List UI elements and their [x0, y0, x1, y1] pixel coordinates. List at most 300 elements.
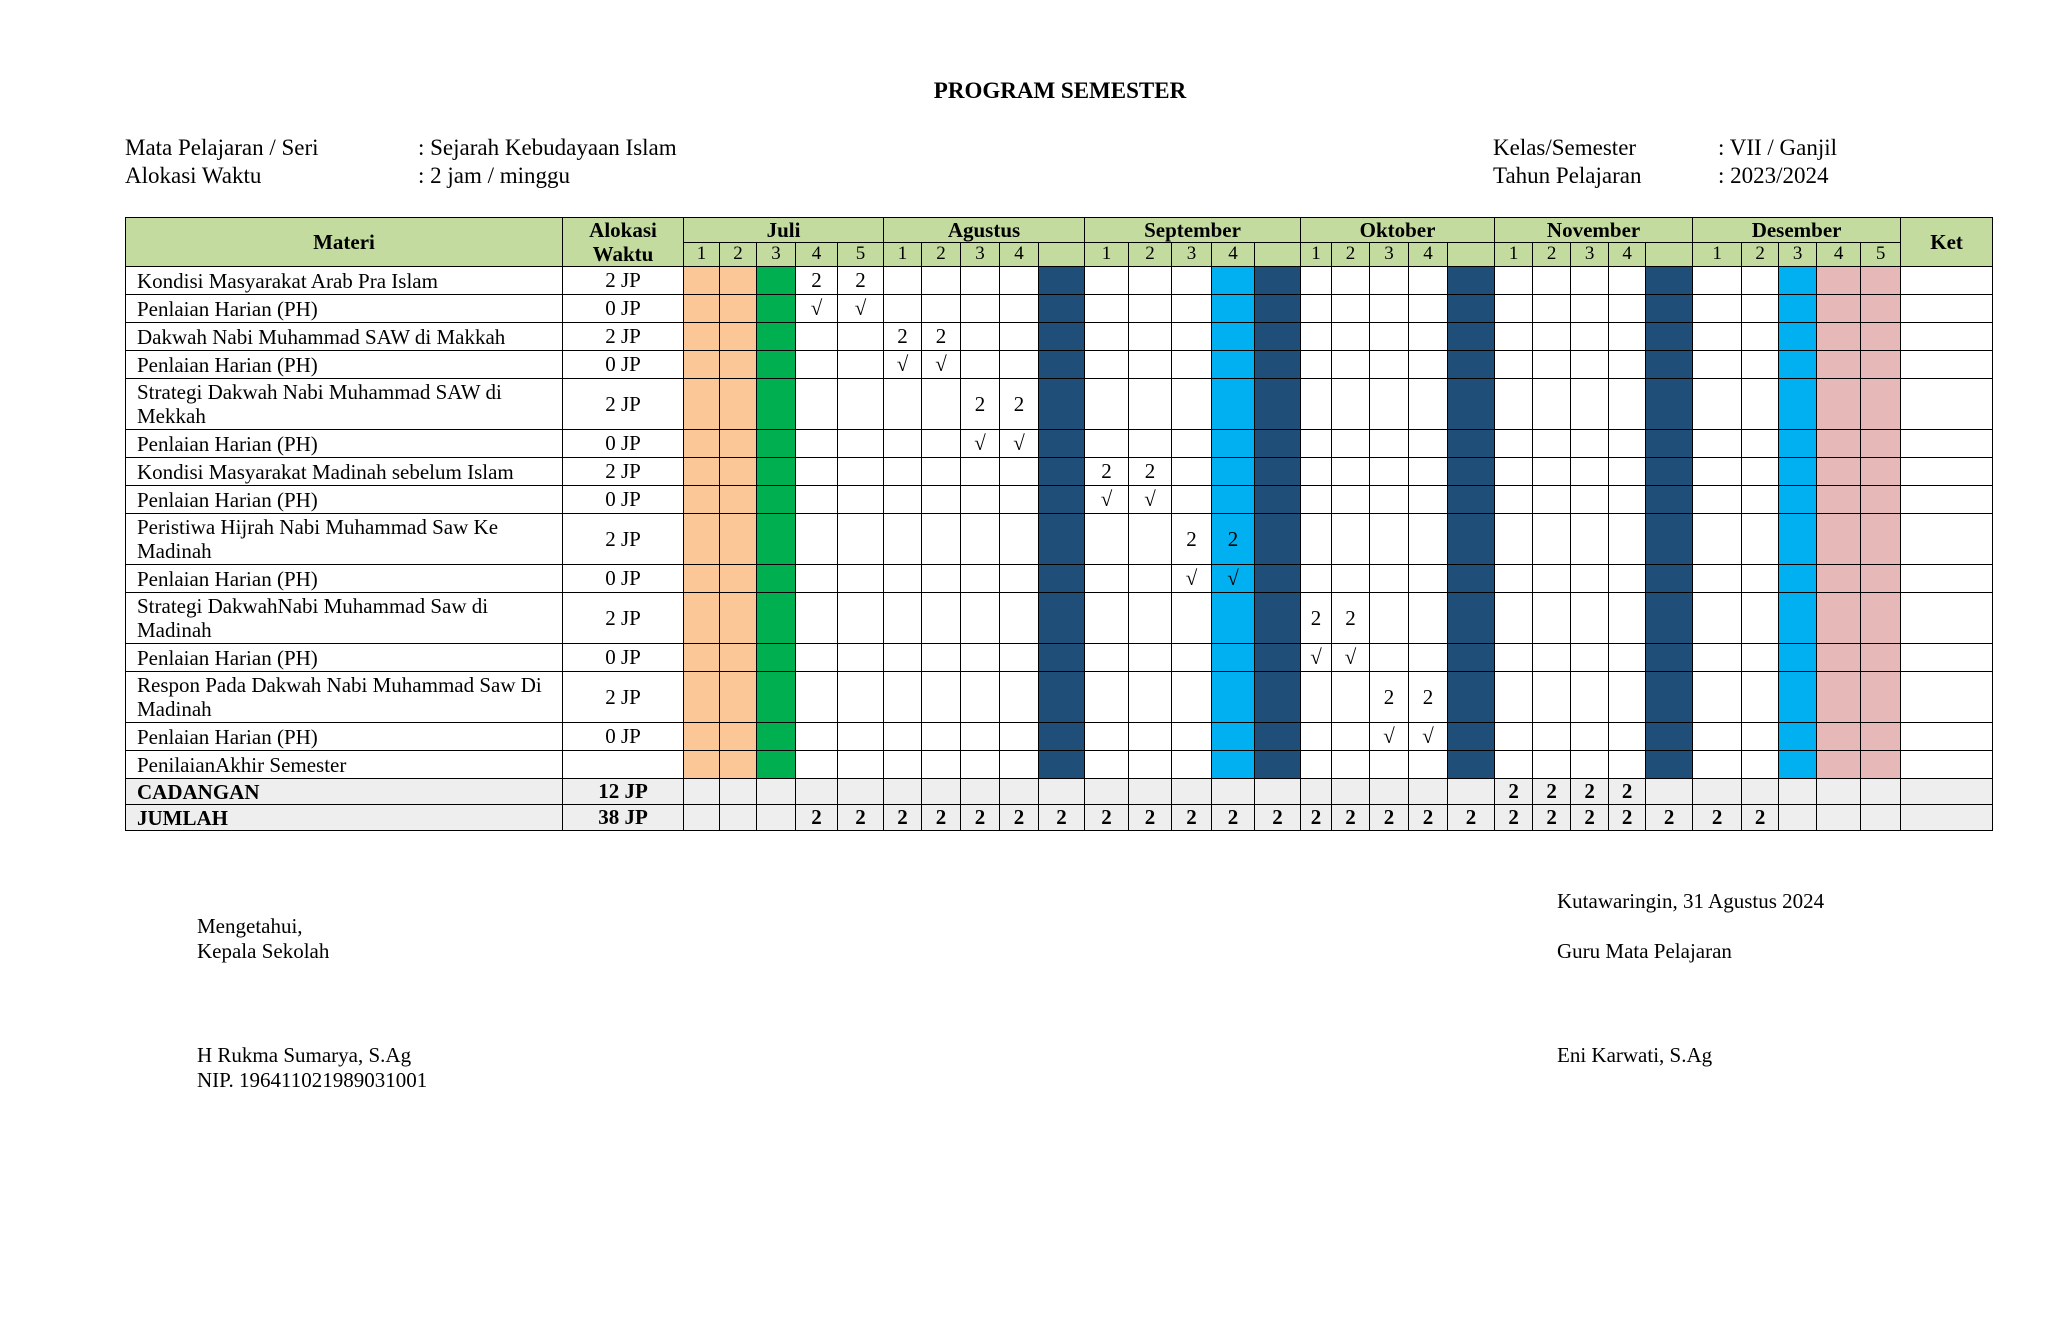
- week-cell: [1609, 644, 1646, 672]
- week-header: [1646, 242, 1693, 267]
- week-cell: [884, 514, 922, 565]
- week-cell: [1039, 430, 1085, 458]
- week-cell: [1332, 751, 1370, 779]
- week-cell: [1779, 514, 1817, 565]
- week-cell: [1085, 723, 1129, 751]
- week-cell: √: [922, 351, 961, 379]
- week-cell: [1255, 486, 1301, 514]
- week-cell: [1000, 672, 1039, 723]
- week-cell: 2: [1172, 514, 1212, 565]
- week-header: 3: [961, 242, 1000, 267]
- week-cell: [1571, 723, 1609, 751]
- week-cell: [1255, 514, 1301, 565]
- ket-cell: [1901, 379, 1993, 430]
- week-cell: [720, 379, 757, 430]
- ket-cell: [1901, 351, 1993, 379]
- week-cell: [720, 565, 757, 593]
- week-cell: [1609, 751, 1646, 779]
- week-cell: 2: [1301, 593, 1332, 644]
- week-cell: [1609, 458, 1646, 486]
- alokasi-cell: [563, 751, 684, 779]
- week-cell: [838, 379, 884, 430]
- week-cell: [1255, 644, 1301, 672]
- week-cell: [1448, 672, 1495, 723]
- alokasi-cell: 2 JP: [563, 458, 684, 486]
- week-header: [1255, 242, 1301, 267]
- week-cell: [1533, 267, 1571, 295]
- week-cell: 2: [1172, 805, 1212, 831]
- week-cell: [1039, 351, 1085, 379]
- week-cell: 2: [1301, 805, 1332, 831]
- week-cell: [757, 723, 796, 751]
- week-cell: [720, 514, 757, 565]
- week-cell: [1172, 295, 1212, 323]
- week-cell: [1742, 565, 1779, 593]
- program-table: [125, 217, 1993, 831]
- week-cell: [684, 593, 720, 644]
- week-cell: [1000, 458, 1039, 486]
- week-cell: [1172, 323, 1212, 351]
- week-cell: [796, 723, 838, 751]
- week-cell: [684, 267, 720, 295]
- week-header: 4: [796, 242, 838, 267]
- week-cell: [1609, 672, 1646, 723]
- week-cell: [1301, 267, 1332, 295]
- week-cell: [1742, 723, 1779, 751]
- week-cell: [757, 805, 796, 831]
- week-cell: [1861, 644, 1901, 672]
- week-cell: [961, 323, 1000, 351]
- week-cell: [1533, 486, 1571, 514]
- week-cell: [838, 565, 884, 593]
- week-cell: [1861, 514, 1901, 565]
- week-cell: [1495, 323, 1533, 351]
- week-cell: [1693, 351, 1742, 379]
- week-cell: [684, 323, 720, 351]
- week-cell: 2: [1085, 805, 1129, 831]
- week-cell: [1693, 267, 1742, 295]
- week-cell: [1332, 514, 1370, 565]
- week-cell: [1370, 644, 1409, 672]
- month-header: Oktober: [1301, 218, 1495, 243]
- week-cell: [1301, 430, 1332, 458]
- week-cell: [757, 458, 796, 486]
- week-cell: [1212, 458, 1255, 486]
- week-cell: [1817, 593, 1861, 644]
- week-cell: [1609, 379, 1646, 430]
- week-cell: [838, 486, 884, 514]
- week-cell: 2: [796, 267, 838, 295]
- week-cell: [884, 295, 922, 323]
- week-header: 3: [1370, 242, 1409, 267]
- week-cell: [720, 723, 757, 751]
- week-cell: [684, 779, 720, 805]
- week-cell: [1301, 723, 1332, 751]
- week-cell: [922, 644, 961, 672]
- week-cell: [1039, 379, 1085, 430]
- week-cell: [1779, 351, 1817, 379]
- week-cell: [1533, 430, 1571, 458]
- week-cell: [1861, 723, 1901, 751]
- week-cell: [1693, 593, 1742, 644]
- week-cell: 2: [1129, 458, 1172, 486]
- week-cell: [1370, 323, 1409, 351]
- week-cell: [720, 644, 757, 672]
- week-cell: [961, 565, 1000, 593]
- week-cell: [1000, 486, 1039, 514]
- week-cell: [922, 458, 961, 486]
- week-cell: [796, 323, 838, 351]
- time-label: Alokasi Waktu: [125, 163, 262, 188]
- week-cell: 2: [1533, 805, 1571, 831]
- week-cell: [720, 430, 757, 458]
- week-cell: [838, 593, 884, 644]
- table-row: [126, 723, 1993, 751]
- week-cell: [884, 779, 922, 805]
- materi-cell: Strategi Dakwah Nabi Muhammad SAW di Mekkah: [126, 379, 563, 430]
- table-row: [126, 486, 1993, 514]
- week-cell: [1861, 779, 1901, 805]
- week-cell: [1571, 644, 1609, 672]
- week-cell: √: [1172, 565, 1212, 593]
- week-cell: [1172, 672, 1212, 723]
- week-cell: [757, 430, 796, 458]
- materi-cell: Penlaian Harian (PH): [126, 723, 563, 751]
- week-cell: [1533, 751, 1571, 779]
- week-cell: 2: [1085, 458, 1129, 486]
- week-cell: [961, 644, 1000, 672]
- materi-cell: Penlaian Harian (PH): [126, 351, 563, 379]
- ket-cell: [1901, 672, 1993, 723]
- week-cell: [961, 486, 1000, 514]
- ket-cell: [1901, 805, 1993, 831]
- week-header: 1: [884, 242, 922, 267]
- week-cell: [1861, 379, 1901, 430]
- table-row: [126, 593, 1993, 644]
- week-cell: [1571, 430, 1609, 458]
- week-cell: [1817, 514, 1861, 565]
- week-cell: [838, 351, 884, 379]
- week-cell: [1495, 430, 1533, 458]
- week-cell: 2: [1495, 805, 1533, 831]
- alokasi-cell: 2 JP: [563, 323, 684, 351]
- week-cell: [1409, 351, 1448, 379]
- week-cell: [1861, 458, 1901, 486]
- week-cell: [1779, 593, 1817, 644]
- week-cell: [1255, 593, 1301, 644]
- week-cell: [961, 458, 1000, 486]
- week-cell: [1495, 723, 1533, 751]
- week-cell: [1571, 514, 1609, 565]
- week-cell: [757, 323, 796, 351]
- materi-cell: Kondisi Masyarakat Madinah sebelum Islam: [126, 458, 563, 486]
- week-cell: [1172, 430, 1212, 458]
- ket-cell: [1901, 323, 1993, 351]
- week-cell: [720, 672, 757, 723]
- week-cell: [922, 779, 961, 805]
- week-cell: [1448, 458, 1495, 486]
- week-cell: [961, 779, 1000, 805]
- week-cell: [1448, 430, 1495, 458]
- week-cell: 2: [1646, 805, 1693, 831]
- week-cell: [1693, 430, 1742, 458]
- week-cell: [1332, 430, 1370, 458]
- week-cell: [720, 295, 757, 323]
- week-cell: [1085, 351, 1129, 379]
- week-cell: [838, 644, 884, 672]
- week-cell: [1693, 514, 1742, 565]
- week-cell: [1817, 458, 1861, 486]
- ket-cell: [1901, 565, 1993, 593]
- week-cell: [1409, 430, 1448, 458]
- week-cell: [757, 593, 796, 644]
- week-cell: [922, 593, 961, 644]
- week-cell: [1817, 351, 1861, 379]
- alokasi-cell: 38 JP: [563, 805, 684, 831]
- week-cell: [1609, 723, 1646, 751]
- week-cell: [961, 751, 1000, 779]
- week-cell: [1448, 486, 1495, 514]
- week-cell: [1448, 751, 1495, 779]
- week-cell: [1646, 295, 1693, 323]
- week-cell: √: [796, 295, 838, 323]
- week-cell: [1571, 672, 1609, 723]
- week-header: 4: [1000, 242, 1039, 267]
- week-cell: 2: [1409, 672, 1448, 723]
- week-cell: [1370, 486, 1409, 514]
- alokasi-cell: 2 JP: [563, 267, 684, 295]
- week-cell: 2: [796, 805, 838, 831]
- alokasi-cell: 0 JP: [563, 644, 684, 672]
- week-cell: [684, 514, 720, 565]
- week-cell: [1693, 565, 1742, 593]
- week-cell: [1000, 514, 1039, 565]
- week-cell: [1779, 458, 1817, 486]
- week-cell: [1693, 779, 1742, 805]
- week-cell: 2: [1571, 779, 1609, 805]
- alokasi-cell: 0 JP: [563, 430, 684, 458]
- week-cell: 2: [838, 805, 884, 831]
- week-cell: [1861, 267, 1901, 295]
- class-label: Kelas/Semester: [1493, 135, 1637, 160]
- week-cell: [1370, 779, 1409, 805]
- alokasi-cell: 2 JP: [563, 593, 684, 644]
- week-cell: [1742, 295, 1779, 323]
- week-cell: [757, 751, 796, 779]
- week-cell: √: [1212, 565, 1255, 593]
- week-cell: [720, 593, 757, 644]
- week-cell: [1742, 672, 1779, 723]
- week-header: 2: [1533, 242, 1571, 267]
- week-cell: [1533, 644, 1571, 672]
- week-cell: [1370, 351, 1409, 379]
- week-cell: [1533, 379, 1571, 430]
- week-cell: [796, 486, 838, 514]
- week-cell: [1212, 351, 1255, 379]
- week-cell: [838, 672, 884, 723]
- week-header: 5: [838, 242, 884, 267]
- materi-cell: PenilaianAkhir Semester: [126, 751, 563, 779]
- week-cell: [1533, 323, 1571, 351]
- week-cell: [796, 379, 838, 430]
- week-cell: [1779, 751, 1817, 779]
- week-header: [1039, 242, 1085, 267]
- week-cell: [1646, 430, 1693, 458]
- year-value: : 2023/2024: [1718, 163, 1829, 188]
- week-cell: √: [1332, 644, 1370, 672]
- principal-nip: NIP. 196411021989031001: [197, 1068, 428, 1092]
- week-cell: [1817, 486, 1861, 514]
- week-cell: [684, 565, 720, 593]
- week-cell: [1646, 486, 1693, 514]
- week-cell: [1039, 672, 1085, 723]
- week-cell: [1817, 644, 1861, 672]
- summary-row: [126, 779, 1993, 805]
- week-cell: [1409, 458, 1448, 486]
- week-cell: [1212, 379, 1255, 430]
- table-row: [126, 351, 1993, 379]
- alokasi-cell: 0 JP: [563, 486, 684, 514]
- month-header: November: [1495, 218, 1693, 243]
- week-cell: [1000, 779, 1039, 805]
- week-cell: [757, 514, 796, 565]
- table-row: [126, 565, 1993, 593]
- materi-cell: Strategi DakwahNabi Muhammad Saw di Madinah: [126, 593, 563, 644]
- week-cell: [1646, 514, 1693, 565]
- week-cell: [1817, 379, 1861, 430]
- week-cell: [1571, 565, 1609, 593]
- week-cell: [1779, 805, 1817, 831]
- week-cell: [1779, 672, 1817, 723]
- week-cell: 2: [1212, 805, 1255, 831]
- alokasi-cell: 0 JP: [563, 723, 684, 751]
- week-cell: [1693, 644, 1742, 672]
- week-cell: [720, 458, 757, 486]
- week-cell: [1255, 779, 1301, 805]
- week-cell: [1861, 486, 1901, 514]
- week-cell: [884, 486, 922, 514]
- week-cell: [1332, 672, 1370, 723]
- week-header: 3: [1571, 242, 1609, 267]
- week-cell: 2: [1000, 805, 1039, 831]
- week-cell: [884, 565, 922, 593]
- week-cell: [1172, 779, 1212, 805]
- week-cell: [1571, 458, 1609, 486]
- week-cell: [1255, 323, 1301, 351]
- week-cell: [1332, 486, 1370, 514]
- materi-cell: Dakwah Nabi Muhammad SAW di Makkah: [126, 323, 563, 351]
- week-cell: 2: [961, 805, 1000, 831]
- week-cell: √: [1301, 644, 1332, 672]
- week-cell: [1255, 430, 1301, 458]
- table-row: [126, 672, 1993, 723]
- table-row: [126, 514, 1993, 565]
- week-cell: [1370, 565, 1409, 593]
- week-cell: [757, 565, 796, 593]
- week-cell: [1255, 267, 1301, 295]
- week-cell: [1571, 751, 1609, 779]
- week-cell: [1448, 323, 1495, 351]
- week-cell: [1817, 323, 1861, 351]
- week-cell: [1039, 779, 1085, 805]
- week-cell: [1571, 486, 1609, 514]
- week-cell: 2: [1742, 805, 1779, 831]
- week-cell: [961, 351, 1000, 379]
- week-cell: 2: [1212, 514, 1255, 565]
- week-cell: √: [1000, 430, 1039, 458]
- week-cell: 2: [884, 323, 922, 351]
- week-cell: [1000, 351, 1039, 379]
- week-header: [1448, 242, 1495, 267]
- week-cell: [1370, 295, 1409, 323]
- week-cell: [884, 723, 922, 751]
- week-cell: [1693, 723, 1742, 751]
- week-cell: [1409, 323, 1448, 351]
- week-cell: [1172, 593, 1212, 644]
- class-value: : VII / Ganjil: [1718, 135, 1838, 160]
- header-ket: Ket: [1901, 218, 1993, 267]
- week-cell: [757, 644, 796, 672]
- week-cell: [1212, 644, 1255, 672]
- week-cell: [796, 458, 838, 486]
- week-cell: [1646, 779, 1693, 805]
- week-cell: [922, 430, 961, 458]
- week-cell: [1085, 593, 1129, 644]
- week-cell: [1571, 295, 1609, 323]
- week-cell: 2: [1039, 805, 1085, 831]
- week-cell: [884, 644, 922, 672]
- week-cell: [1571, 267, 1609, 295]
- week-cell: [1085, 751, 1129, 779]
- week-cell: [684, 805, 720, 831]
- week-cell: [922, 723, 961, 751]
- week-cell: [838, 458, 884, 486]
- week-cell: [1817, 805, 1861, 831]
- week-cell: [1742, 323, 1779, 351]
- acknowledged-label: Mengetahui,: [197, 914, 303, 938]
- week-cell: [720, 486, 757, 514]
- week-cell: [1646, 644, 1693, 672]
- week-cell: [1742, 351, 1779, 379]
- alokasi-cell: 0 JP: [563, 351, 684, 379]
- week-cell: [1085, 779, 1129, 805]
- table-row: [126, 379, 1993, 430]
- week-cell: [884, 593, 922, 644]
- week-cell: [684, 486, 720, 514]
- alokasi-cell: 12 JP: [563, 779, 684, 805]
- week-cell: [1409, 514, 1448, 565]
- materi-cell: Penlaian Harian (PH): [126, 565, 563, 593]
- week-cell: [796, 593, 838, 644]
- week-cell: [1129, 514, 1172, 565]
- materi-cell: Penlaian Harian (PH): [126, 644, 563, 672]
- week-cell: [1448, 351, 1495, 379]
- week-cell: [1609, 514, 1646, 565]
- week-cell: [1779, 486, 1817, 514]
- week-cell: [838, 514, 884, 565]
- week-cell: [1693, 295, 1742, 323]
- table-row: [126, 458, 1993, 486]
- week-cell: [1817, 267, 1861, 295]
- week-cell: √: [1129, 486, 1172, 514]
- week-cell: [1742, 779, 1779, 805]
- week-cell: [1085, 267, 1129, 295]
- week-cell: [1039, 565, 1085, 593]
- week-cell: [1742, 458, 1779, 486]
- week-cell: [1861, 565, 1901, 593]
- week-cell: 2: [961, 379, 1000, 430]
- week-cell: [1255, 723, 1301, 751]
